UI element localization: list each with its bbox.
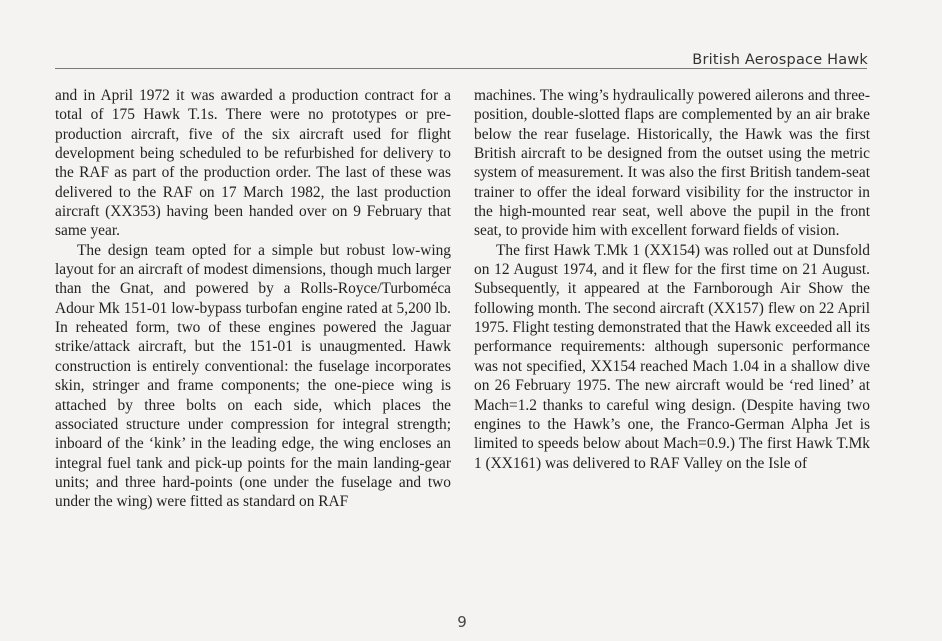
running-title: British Aerospace Hawk [692, 52, 868, 68]
page-number: 9 [457, 613, 467, 631]
paragraph: and in April 1972 it was awarded a production contract for a total of 175 Hawk T.1s. There were no prototypes or pre-production aircraft, five of the six aircraft used for flight development being scheduled to be refurbished for delivery to the RAF as part of the production order. The last of these was delivered to the RAF on 17 March 1982, the last production aircraft (XX353) having been handed over on 9 February that same year. [55, 87, 451, 240]
header-rule [55, 68, 867, 69]
left-column [55, 86, 451, 512]
paragraph: The first Hawk T.Mk 1 (XX154) was rolled out at Dunsfold on 12 August 1974, and it flew for the first time on 21 August. Subsequently, it appeared at the Farnborough Air Show the following month. The second aircraft (XX157) flew on 22 April 1975. Flight testing demonstrated that the Hawk exceeded all its performance requirements: although supersonic performance was not specified, XX154 reached Mach 1.04 in a shallow dive on 26 February 1975. The new aircraft would be ‘red lined’ at Mach=1.2 thanks to careful wing design. (Despite having two engines to the Hawk’s one, the Franco-German Alpha Jet is limited to speeds below about Mach=0.9.) The first Hawk T.Mk 1 (XX161) was delivered to RAF Valley on the Isle of [474, 241, 870, 472]
paragraph: machines. The wing’s hydraulically powered ailerons and three-position, double-slotted flaps are complemented by an air brake below the rear fuselage. Historically, the Hawk was the first British aircraft to be designed from the outset using the metric system of measurement. It was also the first British tandem-seat trainer to offer the ideal forward visibility for the instructor in the high-mounted rear seat, well above the pupil in the front seat, to provide him with excellent forward fields of vision. [474, 87, 870, 240]
right-column [474, 86, 870, 473]
paragraph: The design team opted for a simple but robust low-wing layout for an aircraft of modest dimensions, though much larger than the Gnat, and powered by a Rolls-Royce/Turboméca Adour Mk 151-01 low-bypass turbofan engine rated at 5,200 lb. In reheated form, two of these engines powered the Jaguar strike/attack aircraft, but the 151-01 is unaugmented. Hawk construction is entirely conventional: the fuselage incorporates skin, stringer and frame components; the one-piece wing is attached by three bolts on each side, which places the associated structure under compression for integral strength; inboard of the ‘kink’ in the leading edge, the wing encloses an integral fuel tank and pick-up points for the main landing-gear units; and three hard-points (one under the fuselage and two under the wing) were fitted as standard on RAF [55, 241, 451, 511]
